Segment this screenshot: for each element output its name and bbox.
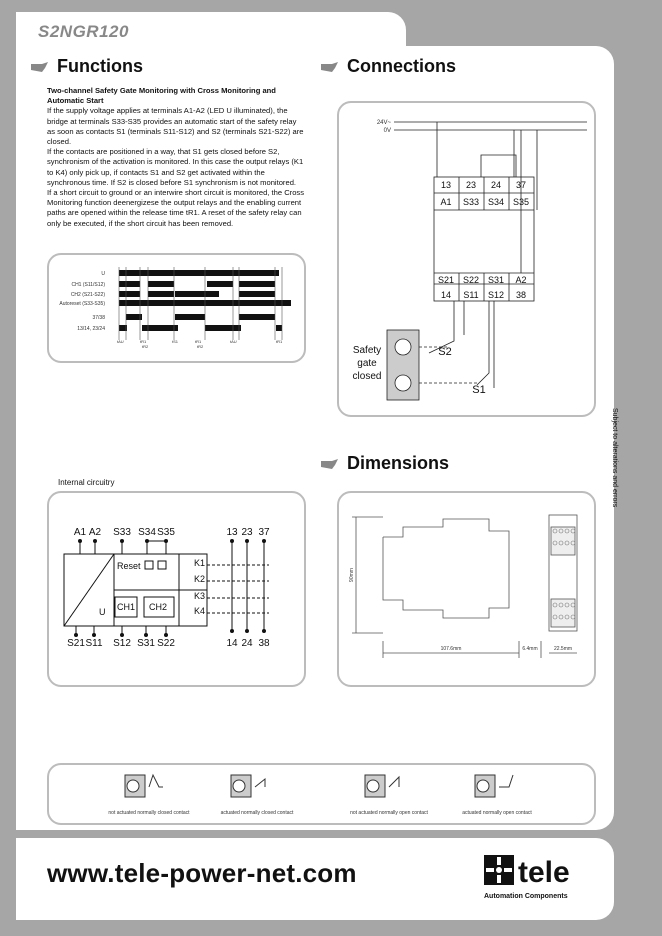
dimension-depth: 107.6mm xyxy=(440,646,462,652)
connections-heading xyxy=(320,56,456,77)
terminal-label: A1 xyxy=(440,197,452,207)
internal-circuitry-diagram xyxy=(47,491,306,687)
connections-svg xyxy=(339,103,594,415)
functions-title: Functions xyxy=(57,56,143,76)
terminal-label: S22 xyxy=(462,275,480,285)
logo-tagline: Automation Components xyxy=(484,893,568,900)
circuit-terminal: S22 xyxy=(157,638,175,649)
supply-label: 0V xyxy=(383,128,391,134)
terminal-label: 38 xyxy=(515,290,527,300)
terminal-label: S34 xyxy=(487,197,505,207)
circuit-terminal: S12 xyxy=(113,638,131,649)
timing-tick: tR1 xyxy=(140,339,147,344)
circuit-svg xyxy=(49,493,304,685)
section-arrow-icon xyxy=(320,61,339,73)
timing-row-label: CH1 (S11/S12) xyxy=(71,282,105,288)
terminal-label: A2 xyxy=(515,275,527,285)
side-note: Subject to alterations and errors xyxy=(611,408,618,508)
timing-row-label: 13/14, 23/24 xyxy=(77,326,105,332)
safety-gate-label: gate xyxy=(357,358,377,369)
connections-title: Connections xyxy=(347,56,457,76)
relay-label: K3 xyxy=(194,591,206,601)
timing-tick: tAU xyxy=(230,339,237,344)
connections-diagram xyxy=(337,101,596,417)
u-label: U xyxy=(99,607,106,617)
circuit-terminal: 37 xyxy=(258,527,270,538)
ch2-label: CH2 xyxy=(149,602,168,612)
legend-label: not actuated normally closed contact xyxy=(108,810,190,816)
terminal-label: S11 xyxy=(463,290,479,300)
functions-subtitle: Two-channel Safety Gate Monitoring with Cross Monitoring and Automatic Start xyxy=(47,86,276,106)
timing-row-label: Autoreset (S33-S35) xyxy=(59,301,105,307)
circuit-terminal: S11 xyxy=(85,638,103,649)
terminal-label: 37 xyxy=(515,180,527,190)
circuit-terminal: 38 xyxy=(258,638,270,649)
functions-paragraph: If the contacts are positioned in a way, that S1 gets closed before S2, synchronism of the activation is monitored. In this case the output relays (K1 to K4) only pick up, if contacts S1 and S2 get activated within the synchronous time. If S2 is closed before S1 synchronism is not monitored. xyxy=(47,147,304,187)
switch-label: S1 xyxy=(472,384,486,396)
dimension-width: 22.5mm xyxy=(553,646,573,652)
timing-diagram xyxy=(47,253,306,363)
terminal-label: S31 xyxy=(487,275,505,285)
contact-legend xyxy=(47,763,596,825)
terminal-label: 23 xyxy=(465,180,477,190)
timing-tick: tR2 xyxy=(197,344,204,349)
terminal-label: 24 xyxy=(490,180,502,190)
circuit-terminal: 14 xyxy=(226,638,238,649)
dimensions-diagram xyxy=(337,491,596,687)
functions-paragraph: If the supply voltage applies at terminals A1-A2 (LED U illuminated), the bridge at terminals S33-S35 provides an automatic start of the safety relay as soon as contacts S1 (terminals S11-S12) and S2 (terminals S21-S22) are closed. xyxy=(47,106,304,147)
internal-circuitry-label: Internal circuitry xyxy=(58,478,115,487)
model-number: S2NGR120 xyxy=(38,22,129,41)
dimension-lip: 6.4mm xyxy=(522,646,538,652)
circuit-terminal: S21 xyxy=(67,638,85,649)
functions-description xyxy=(47,86,305,229)
logo-brand: tele xyxy=(518,856,570,889)
timing-tick: tR2 xyxy=(142,344,149,349)
timing-svg xyxy=(49,255,304,361)
reset-label: Reset xyxy=(117,561,141,571)
timing-tick: tR1 xyxy=(276,339,283,344)
legend-label: not actuated normally open contact xyxy=(350,810,428,816)
timing-tick: tR1 xyxy=(195,339,202,344)
circuit-terminal: S33 xyxy=(113,527,131,538)
circuit-terminal: S35 xyxy=(157,527,175,538)
timing-row-label: U xyxy=(101,271,105,277)
ch1-label: CH1 xyxy=(117,602,136,612)
dimensions-heading xyxy=(320,453,449,474)
timing-tick: tS1 xyxy=(172,339,179,344)
supply-label: 24V~ xyxy=(376,120,391,126)
terminal-label: S12 xyxy=(487,290,505,300)
terminal-label: S33 xyxy=(462,197,480,207)
safety-gate-label: closed xyxy=(352,371,382,382)
relay-label: K2 xyxy=(194,574,206,584)
legend-svg xyxy=(49,765,594,823)
dimensions-svg xyxy=(339,493,594,685)
relay-label: K1 xyxy=(194,558,206,568)
terminal-label: S21 xyxy=(437,275,455,285)
circuit-terminal: 23 xyxy=(241,527,253,538)
functions-heading xyxy=(30,56,143,77)
circuit-terminal: S34 xyxy=(138,527,156,538)
dimension-height: 90mm xyxy=(349,568,355,582)
timing-row-label: 37/38 xyxy=(92,315,105,321)
switch-label: S2 xyxy=(438,346,452,358)
section-arrow-icon xyxy=(320,458,339,470)
circuit-terminal: A1 xyxy=(73,527,87,538)
legend-label: actuated normally open contact xyxy=(462,810,532,816)
circuit-terminal: A2 xyxy=(88,527,102,538)
terminal-label: S35 xyxy=(512,197,530,207)
dimensions-title: Dimensions xyxy=(347,453,450,473)
timing-tick: tAU xyxy=(117,339,124,344)
timing-row-label: CH2 (S21-S22) xyxy=(70,292,105,298)
terminal-label: 13 xyxy=(440,180,452,190)
circuit-terminal: 24 xyxy=(241,638,253,649)
legend-label: actuated normally closed contact xyxy=(220,810,294,816)
safety-gate-label: Safety xyxy=(352,345,382,356)
functions-paragraph: If a short circuit to ground or an interwire short circuit is monitored, the Cross Monitoring function deenergizese the output relays and the enabling current paths are opened within the release time tR1. A reset of the safety relay can only be executed, if the short circuit has been removed. xyxy=(47,188,305,228)
circuit-terminal: S31 xyxy=(137,638,155,649)
relay-label: K4 xyxy=(194,606,206,616)
circuit-terminal: 13 xyxy=(226,527,238,538)
section-arrow-icon xyxy=(30,61,49,73)
terminal-label: 14 xyxy=(440,290,452,300)
website-url[interactable]: www.tele-power-net.com xyxy=(47,858,357,888)
